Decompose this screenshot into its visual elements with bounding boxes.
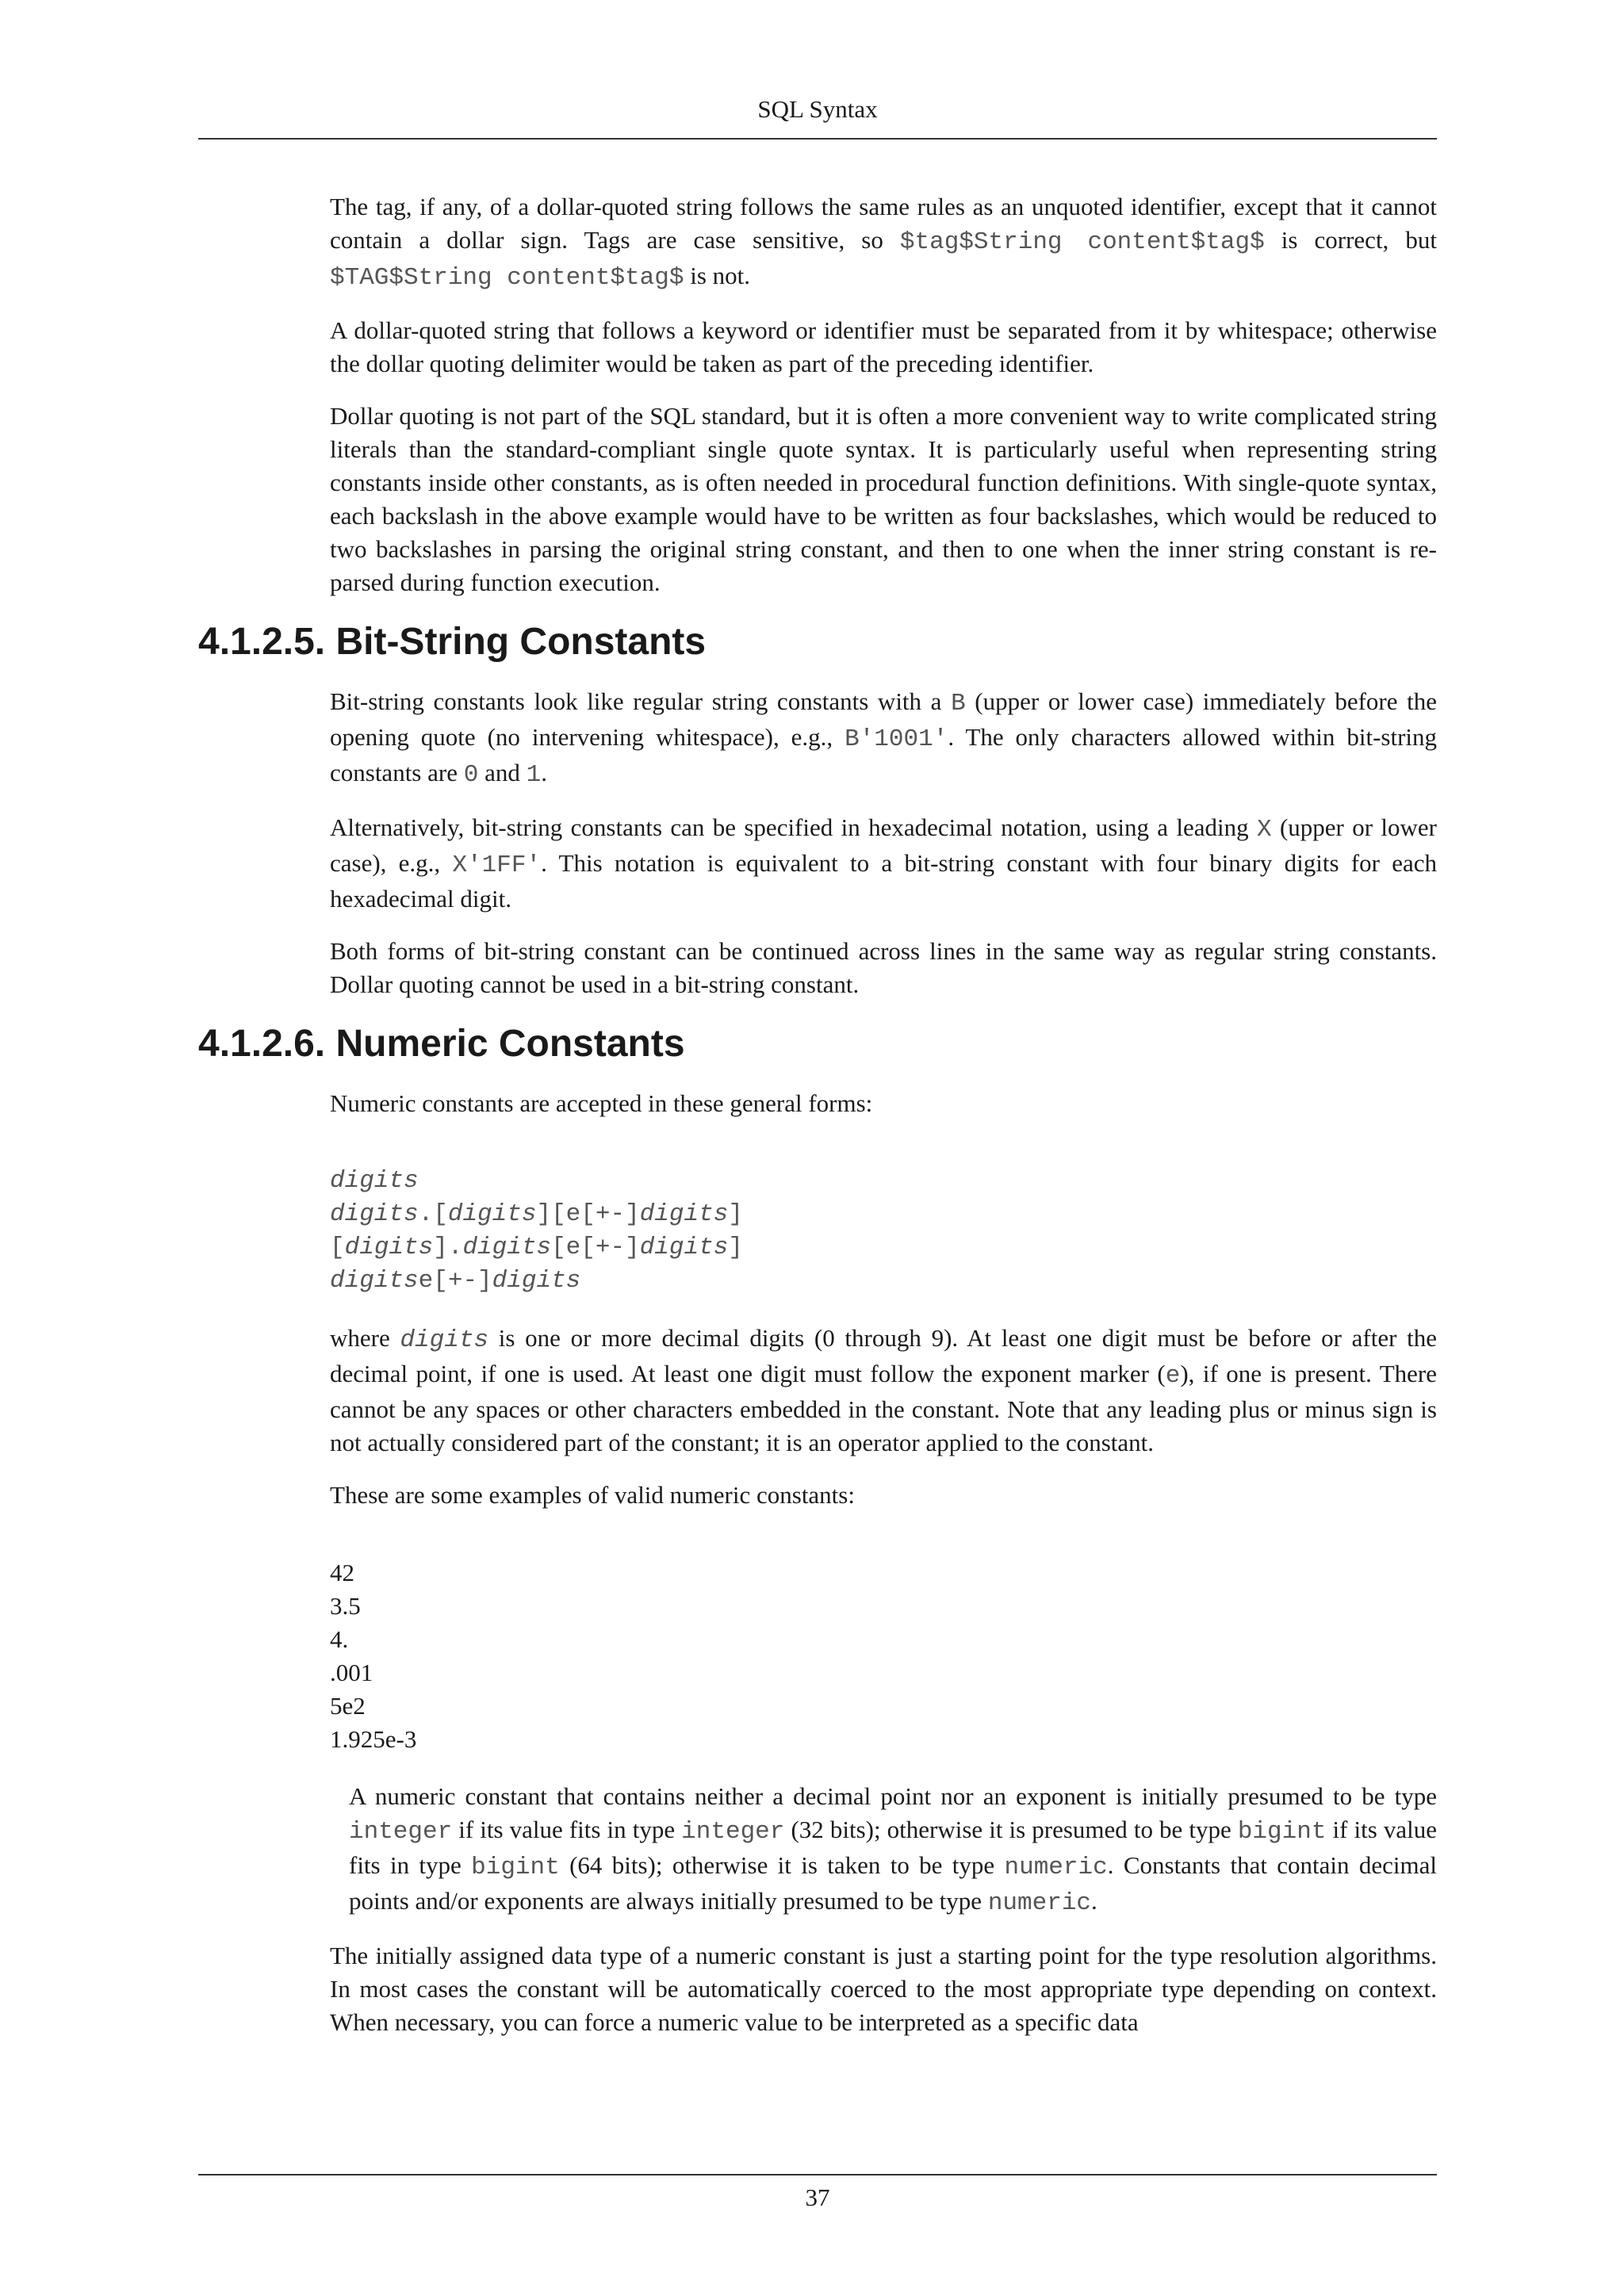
code-text: [+-] [433,1267,492,1295]
code-var: digits [447,1200,537,1228]
header-rule [198,138,1437,140]
text: . [541,759,547,786]
inline-code: bigint [1237,1818,1327,1846]
code-text: [ [433,1200,448,1228]
text: Bit-string constants look like regular string constants with a [330,687,952,715]
list-item: 4. [330,1625,349,1653]
inline-code: integer [681,1818,785,1846]
paragraph-numeric-types [330,1780,1437,1920]
inline-code: $tag$String content$tag$ [899,228,1265,256]
code-text: . [447,1234,463,1261]
code-var: digits [344,1234,434,1261]
paragraph-bit-string-3: Both forms of bit-string constant can be continued across lines in the same way as regular string constants. Dollar quoting cannot be used in a bit-string constant. [330,937,1437,998]
page-number: 37 [805,2183,830,2211]
code-text: [e[+-] [551,1234,640,1261]
text: (upper or lower case) immediately before the opening quote (no intervening whitespace), e.g., [330,687,1438,751]
text: (64 bits); otherwise it is taken to be type [559,1851,1005,1879]
code-var: digits [492,1267,581,1295]
code-var: digits [330,1267,419,1295]
paragraph-numeric-intro: Numeric constants are accepted in these general forms: [330,1089,873,1117]
list-item: 5e2 [330,1692,366,1720]
inline-code: integer [349,1818,453,1846]
text: (upper or lower case), e.g., [330,813,1437,877]
inline-code: numeric [987,1889,1092,1917]
inline-code: B [951,690,966,718]
inline-code [400,1326,488,1354]
code-text: ] [728,1200,743,1228]
text: if its value fits in type [452,1816,682,1843]
code-text: ] [536,1200,552,1228]
footer-rule [198,2174,1437,2175]
list-item: 42 [330,1559,354,1586]
text: ), if one is present. There cannot be any spaces or other characters embedded in the constant. Note that any leading plus or minus sign is not actually considered part of the constant; it is an operator applied to the constant. [330,1360,1437,1456]
page-content [198,190,1438,2058]
paragraph-numeric-digits [330,1322,1437,1460]
paragraph-numeric-examples-intro: These are some examples of valid numeric constants: [330,1481,855,1509]
inline-code: 1 [526,761,542,789]
text: (32 bits); otherwise it is presumed to be type [784,1816,1238,1843]
code-var: digits [400,1326,489,1354]
paragraph-dollar-tag [330,190,1437,295]
paragraph-bit-string-2 [330,811,1437,916]
list-item: .001 [330,1659,373,1686]
text: where [330,1324,400,1352]
text: . This notation is equivalent to a bit-string constant with four binary digits for each hexadecimal digit. [330,849,1437,913]
text: The tag, if any, of a dollar-quoted string follows the same rules as an unquoted identifier, except that it cannot contain a dollar sign. Tags are case sensitive, so [330,193,1437,254]
text: if its value fits in type [349,1816,1437,1879]
code-var: digits [639,1200,729,1228]
list-item: 3.5 [330,1592,361,1620]
inline-code: B'1001' [845,725,948,753]
code-var: digits [462,1234,552,1261]
inline-code: X'1FF' [452,851,542,879]
inline-code: bigint [471,1854,560,1881]
inline-code: e [1165,1362,1181,1390]
code-text: . [418,1200,434,1228]
text: and [478,759,527,786]
text: . Constants that contain decimal points and/or exponents are always initially presumed to be type [349,1851,1437,1915]
text: . The only characters allowed within bit-string constants are [330,723,1438,786]
code-var: digits [330,1200,419,1228]
paragraph-bit-string-1 [330,685,1437,792]
paragraph-dollar-standard: Dollar quoting is not part of the SQL standard, but it is often a more convenient way to write complicated string literals than the standard-compliant single quote syntax. It is particularly useful when representing string constants inside other constants, as is often needed in procedural function definitions. With single-quote syntax, each backslash in the above example would have to be written as four backslashes, which would be reduced to two backslashes in parsing the original string constant, and then to one when the inner string constant is re-parsed during function execution. [330,402,1437,596]
inline-code: X [1257,816,1272,844]
running-header: SQL Syntax [757,95,878,123]
paragraph-numeric-coercion: The initially assigned data type of a numeric constant is just a starting point for the type resolution algorithms. In most cases the constant will be automatically coerced to the most appropriate type depending on context. When necessary, you can force a numeric value to be interpreted as a specific data [330,1942,1437,2036]
code-text: ] [728,1234,743,1261]
code-var: digits [639,1234,729,1261]
code-text: ] [433,1234,448,1261]
heading-bit-string-constants: 4.1.2.5. Bit-String Constants [198,621,707,663]
code-text: [e[+-] [551,1200,640,1228]
heading-numeric-constants: 4.1.2.6. Numeric Constants [198,1023,685,1065]
code-var: digits [330,1167,419,1195]
inline-code: numeric [1004,1854,1108,1881]
paragraph-dollar-whitespace: A dollar-quoted string that follows a keyword or identifier must be separated from it by whitespace; otherwise the dollar quoting delimiter would be taken as part of the preceding identifier. [330,316,1437,377]
numeric-forms-code-block [330,1165,1437,1298]
code-text: [ [330,1234,345,1261]
text: is one or more decimal digits (0 through 9). At least one digit must be before or after the decimal point, if one is used. At least one digit must follow the exponent marker ( [330,1324,1437,1387]
numeric-examples-list [330,1556,1437,1756]
text: . [1091,1887,1097,1915]
text: is not. [684,262,751,289]
list-item: 1.925e-3 [330,1725,417,1753]
inline-code: $TAG$String content$tag$ [330,264,684,292]
inline-code: 0 [463,761,479,789]
text: Alternatively, bit-string constants can be specified in hexadecimal notation, using a leading [330,813,1258,841]
text: is correct, but [1264,226,1437,254]
code-text: e [418,1267,434,1295]
text: A numeric constant that contains neither a decimal point nor an exponent is initially presumed to be type [349,1782,1437,1810]
